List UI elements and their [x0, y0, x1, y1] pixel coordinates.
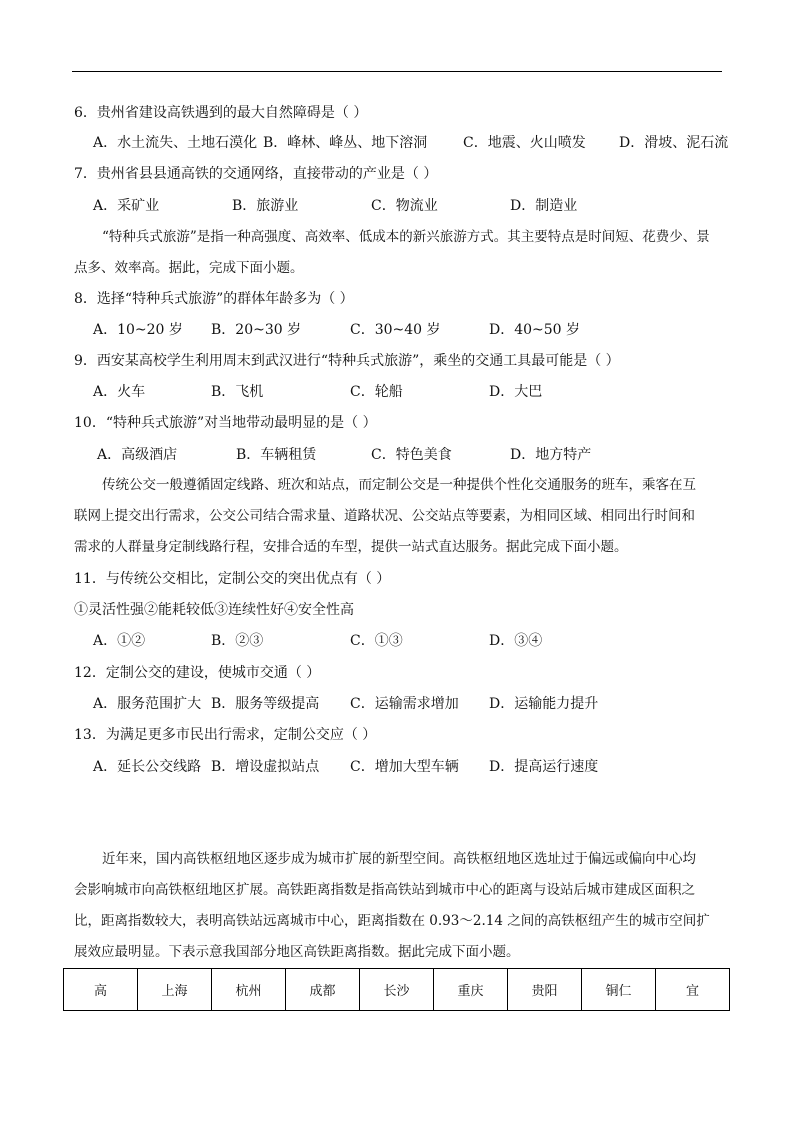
- option-c[interactable]: C．特色美食: [371, 447, 452, 463]
- passage-line: 传统公交一般遵循固定线路、班次和站点，而定制公交是一种提供个性化交通服务的班车，乘客在互: [102, 477, 696, 493]
- option-a[interactable]: A．高级酒店: [97, 447, 178, 463]
- option-a[interactable]: A．①②: [93, 633, 146, 649]
- question-11-statements: ①灵活性强②能耗较低③连续性好④安全性高: [74, 602, 354, 618]
- table-cell: 重庆: [434, 969, 508, 1011]
- table-row: [64, 969, 730, 1011]
- question-6-stem: 6．贵州省建设高铁遇到的最大自然障碍是（ ）: [74, 105, 368, 121]
- option-a[interactable]: A．火车: [93, 384, 146, 400]
- option-b[interactable]: B．峰林、峰丛、地下溶洞: [263, 135, 428, 151]
- passage-line: “特种兵式旅游”是指一种高强度、高效率、低成本的新兴旅游方式。其主要特点是时间短、花费少、景: [102, 229, 710, 245]
- question-9-stem: 9．西安某高校学生利用周末到武汉进行“特种兵式旅游”，乘坐的交通工具最可能是（ ）: [74, 353, 620, 369]
- table-cell: 铜仁: [582, 969, 656, 1011]
- header-rule: [72, 71, 722, 72]
- question-7-stem: 7．贵州省县县通高铁的交通网络，直接带动的产业是（ ）: [74, 166, 438, 182]
- option-b[interactable]: B．飞机: [211, 384, 264, 400]
- passage-line: 会影响城市向高铁枢纽地区扩展。高铁距离指数是指高铁站到城市中心的距离与设站后城市建成区面积之: [74, 882, 695, 898]
- option-c[interactable]: C．增加大型车辆: [350, 759, 459, 775]
- question-12-options: [93, 695, 598, 713]
- question-13-stem: 13．为满足更多市民出行需求，定制公交应（ ）: [74, 727, 377, 743]
- passage-high-speed-rail: [74, 844, 724, 968]
- passage-custom-bus: [74, 470, 724, 563]
- option-c[interactable]: C．运输需求增加: [350, 696, 459, 712]
- question-11-options: [93, 632, 542, 650]
- option-d[interactable]: D．③④: [489, 633, 543, 649]
- option-b[interactable]: B．②③: [211, 633, 264, 649]
- passage-line: 联网上提交出行需求，公交公司结合需求量、道路状况、公交站点等要素，为相同区域、相同出行时间和: [74, 508, 695, 524]
- question-13-options: [93, 758, 598, 776]
- option-d[interactable]: D．运输能力提升: [489, 696, 599, 712]
- question-6-options: [93, 134, 728, 152]
- option-a[interactable]: A．采矿业: [93, 198, 160, 214]
- option-b[interactable]: B．20~30 岁: [211, 322, 302, 338]
- distance-index-table: [63, 968, 730, 1011]
- question-12-stem: 12．定制公交的建设，使城市交通（ ）: [74, 665, 321, 681]
- option-a[interactable]: A．服务范围扩大: [93, 696, 202, 712]
- passage-line: 近年来，国内高铁枢纽地区逐步成为城市扩展的新型空间。高铁枢纽地区选址过于偏远或偏向中心均: [102, 851, 696, 867]
- passage-line: 比，距离指数较大，表明高铁站远离城市中心，距离指数在 0.93～2.14 之间的高铁枢纽产生的城市空间扩: [74, 913, 710, 929]
- option-a[interactable]: A．水土流失、土地石漠化: [93, 135, 258, 151]
- option-b[interactable]: B．旅游业: [232, 198, 299, 214]
- option-c[interactable]: C．地震、火山喷发: [463, 135, 586, 151]
- question-9-options: [93, 383, 542, 401]
- passage-line: 展效应最明显。下表示意我国部分地区高铁距离指数。据此完成下面小题。: [74, 944, 520, 960]
- question-10-options: [97, 446, 591, 464]
- table-cell: 贵阳: [508, 969, 582, 1011]
- option-c[interactable]: C．①③: [350, 633, 403, 649]
- question-7-options: [93, 197, 577, 215]
- question-8-stem: 8．选择“特种兵式旅游”的群体年龄多为（ ）: [74, 291, 354, 307]
- table-cell: 长沙: [360, 969, 434, 1011]
- table-cell: 上海: [138, 969, 212, 1011]
- question-11-stem: 11．与传统公交相比，定制公交的突出优点有（ ）: [74, 571, 391, 587]
- option-b[interactable]: B．车辆租赁: [236, 447, 317, 463]
- option-d[interactable]: D．滑坡、泥石流: [619, 135, 729, 151]
- option-d[interactable]: D．制造业: [510, 198, 578, 214]
- option-c[interactable]: C．30~40 岁: [350, 322, 441, 338]
- passage-tourism: [74, 222, 724, 284]
- question-8-options: [93, 321, 580, 339]
- option-a[interactable]: A．延长公交线路: [93, 759, 202, 775]
- option-c[interactable]: C．物流业: [371, 198, 438, 214]
- option-c[interactable]: C．轮船: [350, 384, 403, 400]
- option-d[interactable]: D．地方特产: [510, 447, 592, 463]
- option-a[interactable]: A．10~20 岁: [93, 322, 183, 338]
- table-cell: 高: [64, 969, 138, 1011]
- option-b[interactable]: B．增设虚拟站点: [211, 759, 320, 775]
- question-10-stem: 10．“特种兵式旅游”对当地带动最明显的是（ ）: [74, 415, 377, 431]
- option-d[interactable]: D．提高运行速度: [489, 759, 599, 775]
- option-d[interactable]: D．40~50 岁: [489, 322, 581, 338]
- table-cell: 杭州: [212, 969, 286, 1011]
- option-b[interactable]: B．服务等级提高: [211, 696, 320, 712]
- option-d[interactable]: D．大巴: [489, 384, 543, 400]
- table-cell: 宜: [656, 969, 730, 1011]
- passage-line: 需求的人群量身定制线路行程，安排合适的车型，提供一站式直达服务。据此完成下面小题。: [74, 539, 628, 555]
- table-cell: 成都: [286, 969, 360, 1011]
- passage-line: 点多、效率高。据此，完成下面小题。: [74, 260, 304, 276]
